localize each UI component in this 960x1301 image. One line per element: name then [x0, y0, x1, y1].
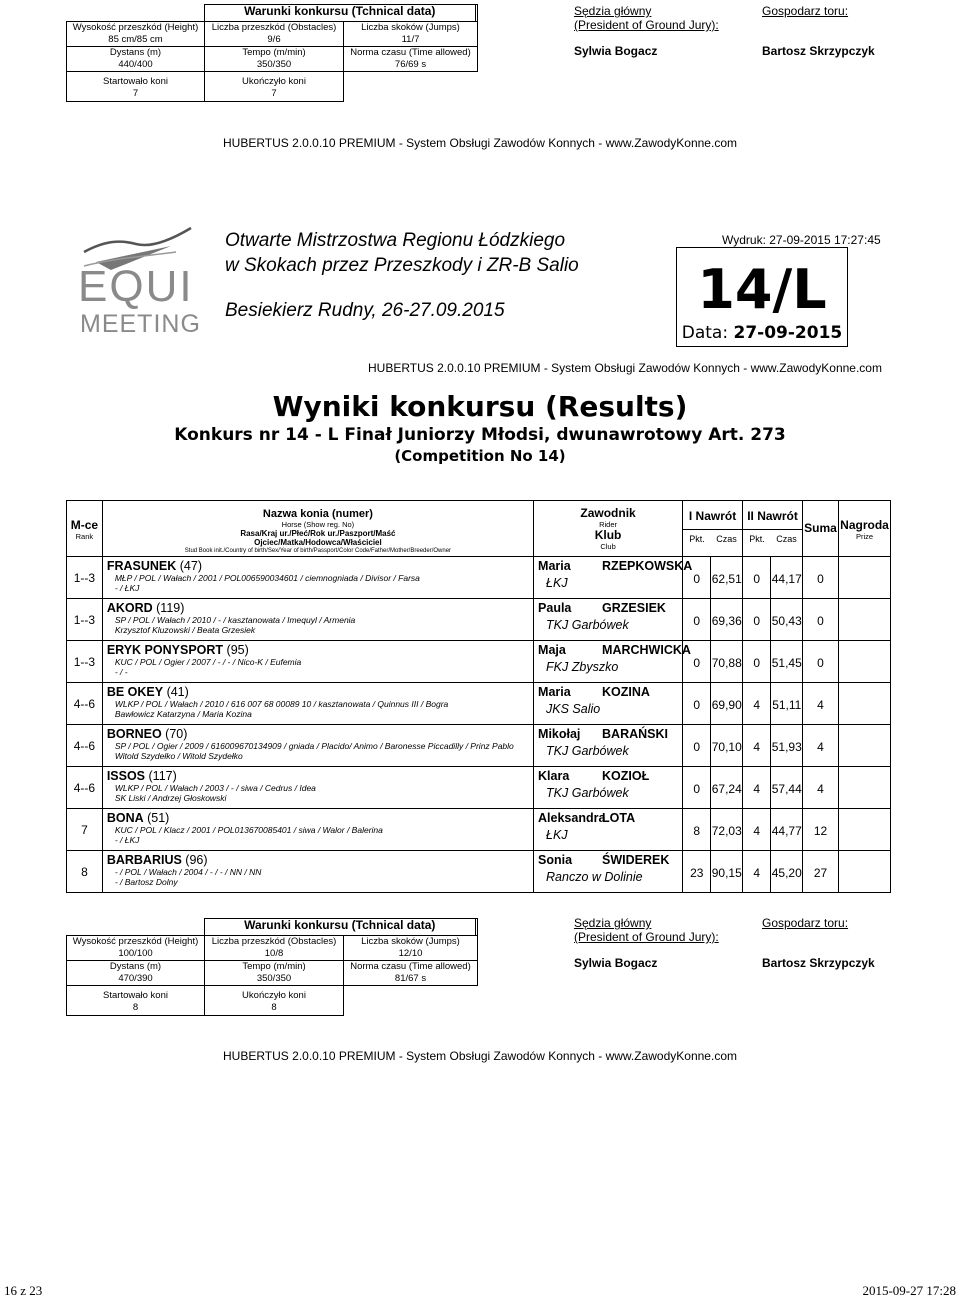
horse-name-cell [107, 727, 188, 741]
rider-club: TKJ Garbówek [546, 618, 629, 632]
round2-points: 4 [753, 824, 761, 838]
horse-owner: Witold Szydełko / Witold Szydełko [114, 750, 243, 761]
technical-data-table-top [66, 4, 478, 102]
jury-president-bottom [574, 916, 719, 970]
club-header: Klub [594, 528, 622, 542]
sum-points: 0 [817, 572, 824, 586]
results-table [66, 500, 891, 893]
rider-last-name: RZEPKOWSKA [602, 559, 693, 573]
round1-points-header: Pkt. [689, 534, 705, 544]
height-label-bottom: Wysokość przeszkód (Height) [72, 936, 199, 947]
jumps-value-bottom: 12/10 [398, 948, 423, 959]
round2-points: 0 [753, 656, 761, 670]
prize [839, 767, 890, 782]
competition-date [677, 323, 847, 343]
height-value-bottom: 100/100 [118, 948, 153, 959]
horse-number: (51) [147, 811, 170, 825]
table-row [67, 557, 891, 599]
rider-header: Zawodnik [580, 506, 636, 520]
horse-name-cell [107, 769, 177, 783]
tech-title-bottom: Warunki konkursu (Tchnical data) [205, 919, 476, 936]
president-label: Sędzia główny [574, 4, 652, 18]
prize-header: Nagroda [840, 518, 889, 532]
rank-cell: 1--3 [73, 571, 96, 585]
prize [839, 683, 890, 698]
tempo-value: 350/350 [256, 59, 292, 70]
round1-points: 23 [690, 866, 704, 880]
horse-name-cell [107, 685, 189, 699]
rider-first-name: Maja [538, 643, 566, 657]
president-label-en-bottom: (President of Ground Jury): [574, 930, 719, 944]
page-number: 16 z 23 [4, 1283, 43, 1298]
horse-pedigree: WLKP / POL / Wałach / 2003 / - / siwa / Cedrus / Idea [114, 783, 316, 793]
finished-label-bottom: Ukończyło koni [242, 990, 306, 1001]
round1-points: 0 [693, 740, 701, 754]
table-row [67, 641, 891, 683]
round1-time: 69,36 [711, 614, 742, 628]
rank-cell: 4--6 [73, 781, 96, 795]
president-name-bottom: Sylwia Bogacz [574, 956, 658, 970]
sum-points: 4 [817, 740, 824, 754]
rider-last-name: LOTA [602, 811, 636, 825]
horse-details [115, 574, 540, 593]
rider-club: JKS Salio [546, 702, 601, 716]
jumps-value: 11/7 [401, 34, 420, 45]
round1-header: I Nawrót [683, 509, 742, 530]
round1-time: 69,90 [711, 698, 742, 712]
prize [839, 599, 890, 614]
logo-word-meeting: MEETING [80, 310, 201, 338]
rider-last-name: MARCHWICKA [602, 643, 691, 657]
prize-header-en: Prize [855, 532, 874, 541]
distance-label: Dystans (m) [109, 47, 162, 58]
round2-time-header: Czas [776, 534, 797, 544]
height-value: 85 cm/85 cm [108, 34, 163, 45]
rider-last-name: ŚWIDEREK [602, 853, 670, 867]
horse-header: Nazwa konia (numer) [262, 508, 373, 520]
horse-pedigree: WLKP / POL / Wałach / 2010 / 616 007 68 00089 10 / kasztanowata / Quinnus III / Bogra [114, 699, 449, 709]
competition-code-box [676, 247, 848, 347]
jumps-label-bottom: Liczba skoków (Jumps) [361, 936, 460, 947]
round2-points: 0 [753, 572, 761, 586]
table-row [67, 767, 891, 809]
logo-word-equi: EQUI [78, 262, 194, 311]
finished-value-bottom: 8 [271, 1002, 277, 1013]
time-allowed-label: Norma czasu (Time allowed) [350, 47, 471, 58]
jury-host-bottom [762, 916, 875, 970]
horse-number: (95) [226, 643, 249, 657]
horse-details [115, 700, 540, 719]
horse-name-cell [107, 811, 170, 825]
round2-points: 4 [753, 698, 761, 712]
horse-name-cell [107, 853, 208, 867]
rider-first-name: Mikołaj [538, 727, 581, 741]
round2-time: 50,43 [771, 614, 802, 628]
horse-name: ERYK PONYSPORT [106, 643, 224, 657]
horse-header-en-details: Stud Book init./Country of birth/Sex/Year of birth/Passport/Color Code/Father/Mother/Breeder/Owner [184, 548, 452, 554]
round1-time: 90,15 [711, 866, 742, 880]
rider-club: TKJ Garbówek [546, 786, 629, 800]
horse-name: BONA [106, 811, 144, 825]
rank-cell: 1--3 [73, 655, 96, 669]
president-name: Sylwia Bogacz [574, 44, 658, 58]
prize [839, 851, 890, 866]
prize [839, 641, 890, 656]
time-allowed-value: 76/69 s [394, 59, 427, 70]
table-row [67, 683, 891, 725]
jumps-label: Liczba skoków (Jumps) [361, 22, 460, 33]
round2-time: 44,17 [771, 572, 802, 586]
system-footer-top: HUBERTUS 2.0.0.10 PREMIUM - System Obsługi Zawodów Konnych - www.ZawodyKonne.com [223, 136, 737, 150]
rider-last-name: BARAŃSKI [602, 727, 669, 741]
sum-header: Suma [804, 521, 837, 535]
distance-label-bottom: Dystans (m) [109, 961, 162, 972]
horse-name: ISSOS [106, 769, 146, 783]
president-label-bottom: Sędzia główny [574, 916, 652, 930]
system-footer-header: HUBERTUS 2.0.0.10 PREMIUM - System Obsługi Zawodów Konnych - www.ZawodyKonne.com [368, 361, 882, 375]
round2-points: 0 [753, 614, 761, 628]
horse-owner: - / ŁKJ [114, 834, 140, 845]
prize [839, 725, 890, 740]
rider-first-name: Aleksandra [538, 811, 606, 825]
started-value-bottom: 8 [132, 1002, 139, 1013]
rank-cell: 4--6 [73, 739, 96, 753]
round2-points: 4 [753, 782, 761, 796]
competition-code: 14/L [697, 258, 827, 321]
rank-cell: 7 [81, 823, 88, 837]
competition-subtitle: Konkurs nr 14 - L Finał Juniorzy Młodsi, dwunawrotowy Art. 273 [174, 425, 786, 445]
distance-value-bottom: 470/390 [118, 973, 153, 984]
horse-number: (47) [179, 559, 202, 573]
horse-details [115, 658, 540, 677]
obstacles-label-bottom: Liczba przeszkód (Obstacles) [211, 936, 337, 947]
jury-host-top [762, 4, 875, 58]
sum-points: 4 [817, 782, 824, 796]
round1-points: 0 [693, 656, 701, 670]
horse-owner: Bawłowicz Katarzyna / Maria Kozina [114, 708, 252, 719]
print-timestamp: Wydruk: 27-09-2015 17:27:45 [722, 233, 881, 247]
horse-pedigree: SP / POL / Ogier / 2009 / 616009670134909 / gniada / Placido/ Animo / Baronesse Piccadilly / Prinz Pablo [114, 741, 514, 751]
rider-club: ŁKJ [546, 576, 568, 590]
horse-header-en: Horse (Show reg. No) [281, 520, 355, 529]
round1-time: 72,03 [711, 824, 742, 838]
club-header-en: Club [600, 542, 616, 551]
horse-name: FRASUNEK [106, 559, 177, 573]
started-label: Startowało koni [103, 76, 168, 87]
equi-meeting-logo [76, 222, 206, 340]
horse-owner: Krzysztof Kluzowski / Beata Grzesiek [114, 624, 256, 635]
started-value: 7 [132, 88, 139, 99]
rider-header-en: Rider [599, 520, 617, 529]
sum-points: 0 [817, 614, 824, 628]
horse-name-cell [107, 643, 249, 657]
system-footer-bottom: HUBERTUS 2.0.0.10 PREMIUM - System Obsługi Zawodów Konnych - www.ZawodyKonne.com [223, 1049, 737, 1063]
rider-last-name: KOZINA [602, 685, 650, 699]
rider-club: FKJ Zbyszko [546, 660, 619, 674]
horse-pedigree: KUC / POL / Klacz / 2001 / POL013670085401 / siwa / Walor / Balerina [114, 825, 383, 835]
horse-number: (70) [165, 727, 188, 741]
round1-points: 0 [693, 614, 701, 628]
host-name-bottom: Bartosz Skrzypczyk [762, 956, 875, 970]
host-name: Bartosz Skrzypczyk [762, 44, 875, 58]
horse-pedigree: - / POL / Wałach / 2004 / - / - / NN / NN [114, 867, 262, 877]
table-row [67, 809, 891, 851]
round2-header: II Nawrót [743, 509, 802, 530]
round1-points: 0 [693, 572, 701, 586]
horse-header-parents: Ojciec/Matka/Hodowca/Właściciel [254, 538, 382, 547]
horse-number: (119) [156, 601, 185, 615]
tempo-label-bottom: Tempo (m/min) [242, 961, 306, 972]
time-allowed-value-bottom: 81/67 s [394, 973, 427, 984]
round1-time: 67,24 [711, 782, 742, 796]
results-body [67, 557, 891, 893]
horse-number: (96) [185, 853, 208, 867]
rider-first-name: Sonia [538, 853, 573, 867]
distance-value: 440/400 [118, 59, 153, 70]
horse-owner: - / ŁKJ [114, 582, 140, 593]
horse-pedigree: MŁP / POL / Wałach / 2001 / POL006590034601 / ciemnogniada / Divisor / Farsa [114, 573, 420, 583]
height-label: Wysokość przeszkód (Height) [72, 22, 199, 33]
horse-owner: SK Liski / Andrzej Głoskowski [114, 792, 227, 803]
prize [839, 557, 890, 572]
horse-pedigree: KUC / POL / Ogier / 2007 / - / - / Nico-K / Eufemia [114, 657, 302, 667]
rank-header-en: Rank [75, 532, 94, 541]
horse-name: BARBARIUS [106, 853, 182, 867]
started-label-bottom: Startowało koni [103, 990, 168, 1001]
table-row [67, 599, 891, 641]
round1-points: 8 [693, 824, 701, 838]
technical-data-table-bottom [66, 918, 478, 1016]
horse-details [115, 742, 540, 761]
round1-time: 70,88 [711, 656, 742, 670]
obstacles-label: Liczba przeszkód (Obstacles) [211, 22, 337, 33]
round1-time: 62,51 [711, 572, 742, 586]
results-header-row [67, 501, 891, 557]
round1-time-header: Czas [716, 534, 737, 544]
finished-label: Ukończyło koni [242, 76, 306, 87]
obstacles-value: 9/6 [267, 34, 281, 45]
tempo-value-bottom: 350/350 [256, 973, 292, 984]
rider-first-name: Maria [538, 685, 571, 699]
rank-cell: 1--3 [73, 613, 96, 627]
rank-header: M-ce [70, 518, 99, 532]
rider-first-name: Klara [538, 769, 570, 783]
sum-points: 4 [817, 698, 824, 712]
horse-details [115, 826, 540, 845]
round1-points: 0 [693, 698, 701, 712]
horse-name: AKORD [106, 601, 153, 615]
horse-details [115, 868, 540, 887]
host-label-bottom: Gospodarz toru: [762, 916, 849, 930]
competition-number: (Competition No 14) [394, 447, 566, 465]
president-label-en: (President of Ground Jury): [574, 18, 719, 32]
horse-owner: - / - [114, 666, 128, 677]
date-label: Data: [681, 323, 729, 343]
horse-number: (41) [166, 685, 189, 699]
sum-points: 27 [813, 866, 828, 880]
event-name-line1: Otwarte Mistrzostwa Regionu Łódzkiego [225, 230, 566, 251]
time-allowed-label-bottom: Norma czasu (Time allowed) [350, 961, 471, 972]
round2-time: 45,20 [771, 866, 802, 880]
horse-name-cell [107, 601, 185, 615]
tech-title: Warunki konkursu (Tchnical data) [205, 5, 476, 22]
rider-last-name: GRZESIEK [602, 601, 666, 615]
prize [839, 809, 890, 824]
rank-cell: 4--6 [73, 697, 96, 711]
table-row [67, 851, 891, 893]
horse-details [115, 784, 540, 803]
sum-points: 0 [817, 656, 824, 670]
round2-time: 51,45 [771, 656, 802, 670]
round2-time: 57,44 [771, 782, 802, 796]
horse-name: BORNEO [106, 727, 162, 741]
rider-club: Ranczo w Dolinie [546, 870, 643, 884]
table-row [67, 725, 891, 767]
rank-cell: 8 [81, 865, 88, 879]
horse-owner: - / Bartosz Dolny [114, 876, 178, 887]
jury-president-top [574, 4, 719, 58]
round2-points-header: Pkt. [749, 534, 765, 544]
rider-club: TKJ Garbówek [546, 744, 629, 758]
horse-name: BE OKEY [106, 685, 164, 699]
finished-value: 7 [271, 88, 277, 99]
obstacles-value-bottom: 10/8 [264, 948, 284, 959]
tempo-label: Tempo (m/min) [242, 47, 306, 58]
horse-header-breed: Rasa/Kraj ur./Płeć/Rok ur./Paszport/Maść [240, 529, 396, 538]
rider-first-name: Maria [538, 559, 571, 573]
rider-first-name: Paula [538, 601, 572, 615]
event-name-line2: w Skokach przez Przeszkody i ZR-B Salio [225, 255, 579, 276]
round2-points: 4 [753, 866, 761, 880]
round1-points: 0 [693, 782, 701, 796]
horse-name-cell [107, 559, 202, 573]
event-place-date: Besiekierz Rudny, 26-27.09.2015 [225, 300, 505, 321]
rider-last-name: KOZIOŁ [602, 769, 650, 783]
results-title: Wyniki konkursu (Results) [272, 390, 688, 423]
horse-details [115, 616, 540, 635]
round1-time: 70,10 [711, 740, 742, 754]
horse-pedigree: SP / POL / Wałach / 2010 / - / kasztanowata / Imequyl / Armenia [114, 615, 356, 625]
round2-time: 51,93 [771, 740, 802, 754]
round2-time: 51,11 [772, 698, 802, 712]
round2-time: 44,77 [771, 824, 802, 838]
page-timestamp: 2015-09-27 17:28 [862, 1283, 956, 1298]
horse-number: (117) [148, 769, 177, 783]
host-label: Gospodarz toru: [762, 4, 849, 18]
date-value: 27-09-2015 [733, 323, 843, 343]
sum-points: 12 [813, 824, 828, 838]
round2-points: 4 [753, 740, 761, 754]
rider-club: ŁKJ [546, 828, 568, 842]
